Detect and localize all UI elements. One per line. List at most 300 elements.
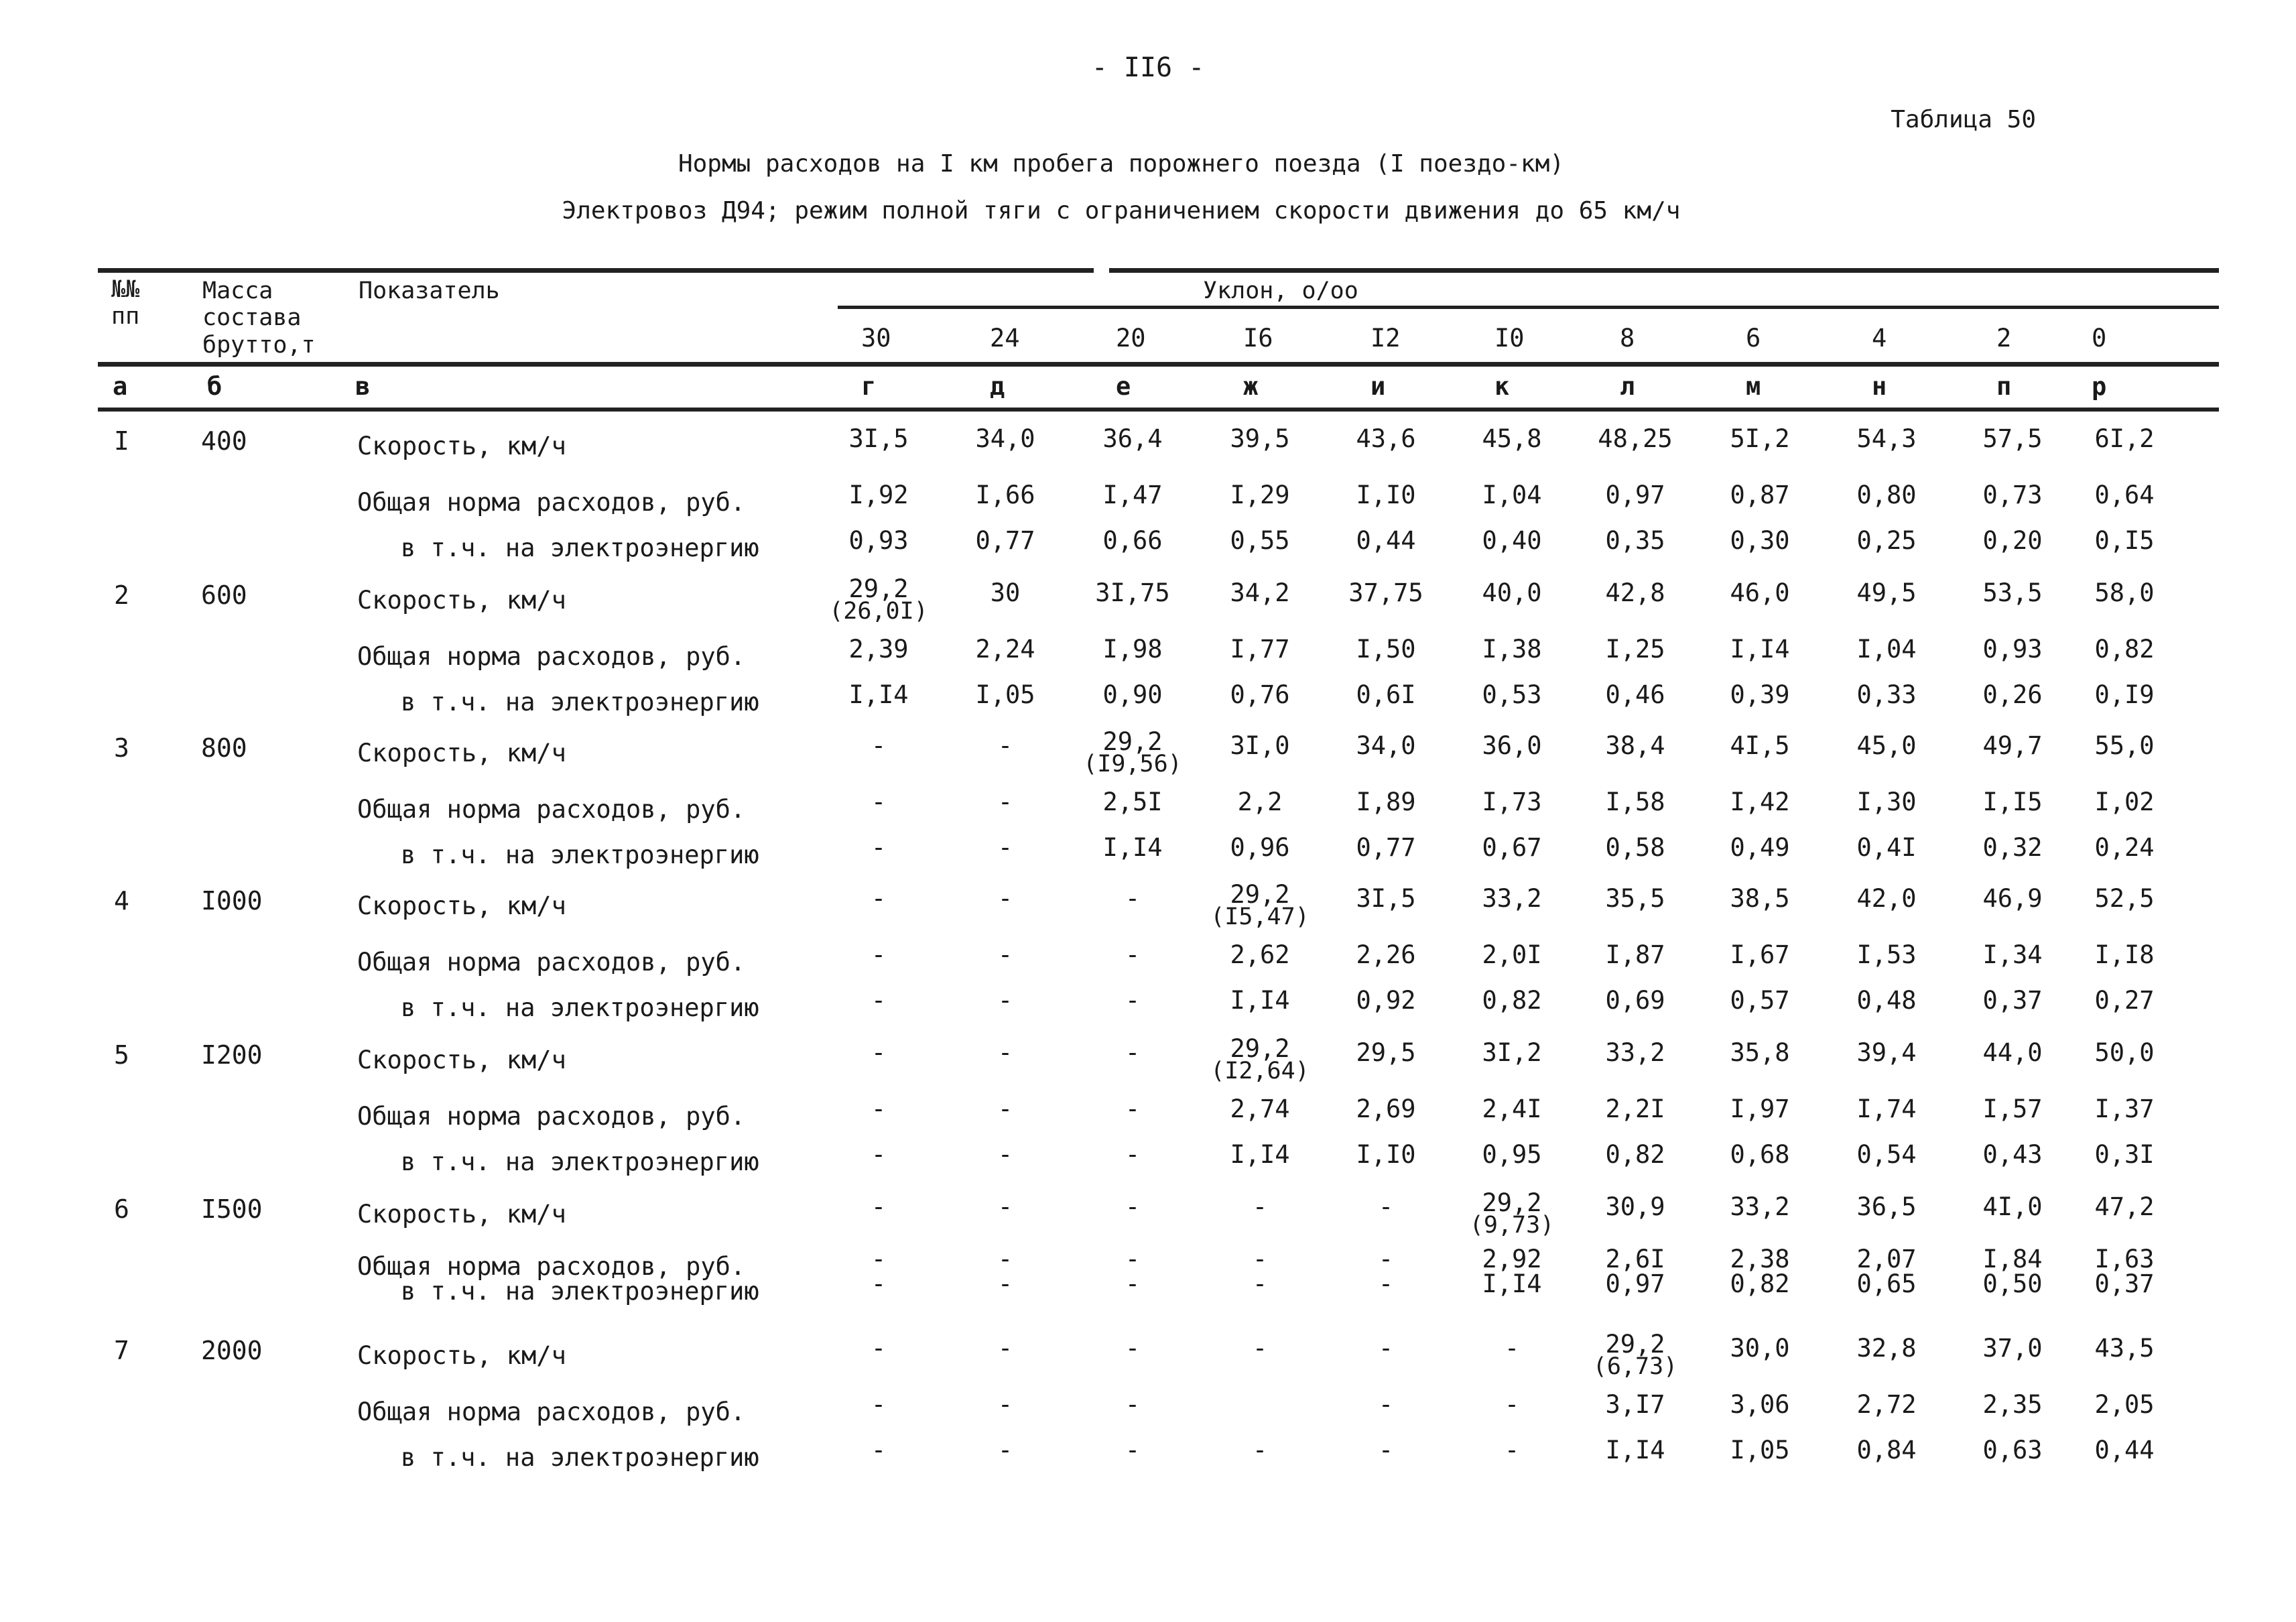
table-cell [1193, 988, 1327, 1013]
table-cell [938, 528, 1072, 553]
table-cell [1445, 942, 1579, 967]
group-mass: I200 [201, 1040, 263, 1070]
table-cell [2057, 528, 2191, 553]
table-cell [812, 835, 946, 860]
table-cell [1193, 733, 1327, 758]
cell-value: 2,35 [1982, 1390, 2043, 1419]
cell-value: I,I0 [1356, 1140, 1416, 1169]
table-cell [1445, 988, 1579, 1013]
cell-value: 2,62 [1230, 940, 1290, 969]
row-label-speed: Скорость, км/ч [357, 1046, 566, 1074]
cell-value: I,02 [2094, 788, 2155, 816]
table-cell [1820, 426, 1954, 451]
table-cell [1193, 426, 1327, 451]
table-cell [938, 835, 1072, 860]
table-top-rule [98, 268, 1094, 273]
table-cell [2057, 1392, 2191, 1417]
table-cell [1693, 988, 1827, 1013]
cell-value: 2,72 [1856, 1390, 1917, 1419]
cell-value: 0,24 [2094, 833, 2155, 862]
column-letter: р [2092, 372, 2107, 401]
cell-value: 36,4 [1102, 424, 1163, 453]
table-cell [1319, 580, 1453, 605]
cell-value: 0,20 [1982, 526, 2043, 555]
table-title: Нормы расходов на I км пробега порожнего поезда (I поездо-км) [678, 150, 1565, 178]
table-cell [1568, 733, 1702, 758]
slope-value: I6 [1243, 324, 1273, 353]
table-cell [1066, 580, 1200, 605]
table-cell [2057, 682, 2191, 707]
slope-value: 20 [1116, 324, 1146, 353]
table-cell [1693, 790, 1827, 814]
table-cell [812, 1438, 946, 1462]
table-cell [1568, 1271, 1702, 1296]
cell-value: 0,6I [1356, 680, 1416, 709]
cell-value: 0,40 [1482, 526, 1542, 555]
cell-value: - [871, 731, 887, 760]
cell-value: I,98 [1102, 635, 1163, 664]
table-cell [1319, 682, 1453, 707]
cell-value: 53,5 [1982, 578, 2043, 607]
cell-value: - [997, 1095, 1013, 1123]
table-cell [1193, 1036, 1327, 1083]
cell-value: 38,5 [1730, 884, 1790, 913]
table-cell [1193, 1194, 1327, 1219]
cell-value: 29,2 [1102, 727, 1163, 756]
column-letter: е [1116, 372, 1131, 401]
table-cell [1319, 1271, 1453, 1296]
table-cell [812, 637, 946, 662]
group-number: I [114, 426, 129, 456]
cell-value: - [1125, 1390, 1141, 1419]
cell-value: 0,37 [2094, 1269, 2155, 1298]
column-letter: н [1872, 372, 1887, 401]
table-cell [1820, 1392, 1954, 1417]
cell-parenthetical: (I5,47) [1210, 903, 1310, 930]
cell-value: 2,07 [1856, 1245, 1917, 1273]
table-cell [938, 682, 1072, 707]
table-cell [938, 1040, 1072, 1065]
table-cell [1319, 1392, 1453, 1417]
table-cell [1445, 580, 1579, 605]
table-cell [1445, 1392, 1579, 1417]
cell-value: 0,43 [1982, 1140, 2043, 1169]
cell-value: 0,58 [1605, 833, 1665, 862]
cell-value: - [1252, 1269, 1268, 1298]
cell-value: 0,46 [1605, 680, 1665, 709]
cell-value: I,50 [1356, 635, 1416, 664]
table-cell [1568, 426, 1702, 451]
row-label-energy: в т.ч. на электроэнергию [401, 993, 759, 1022]
cell-value: 2,69 [1356, 1095, 1416, 1123]
row-label-total: Общая норма расходов, руб. [357, 795, 746, 824]
table-cell [1693, 426, 1827, 451]
cell-value: I,37 [2094, 1095, 2155, 1123]
cell-value: 40,0 [1482, 578, 1542, 607]
cell-value: - [871, 1192, 887, 1221]
cell-value: 57,5 [1982, 424, 2043, 453]
cell-value: 0,27 [2094, 986, 2155, 1015]
table-cell [1820, 637, 1954, 662]
row-label-energy: в т.ч. на электроэнергию [401, 1277, 759, 1306]
cell-value: I,30 [1856, 788, 1917, 816]
cell-value: 2,24 [975, 635, 1035, 664]
cell-value: I,87 [1605, 940, 1665, 969]
cell-value: I,I5 [1982, 788, 2043, 816]
cell-value: 30,9 [1605, 1192, 1665, 1221]
cell-value: I,57 [1982, 1095, 2043, 1123]
table-cell [1820, 733, 1954, 758]
cell-value: 0,35 [1605, 526, 1665, 555]
cell-value: 0,44 [1356, 526, 1416, 555]
cell-value: 30 [990, 578, 1021, 607]
table-cell [1568, 637, 1702, 662]
cell-value: 2,92 [1482, 1245, 1542, 1273]
table-cell [812, 528, 946, 553]
cell-value: - [997, 1038, 1013, 1067]
table-cell [1568, 528, 1702, 553]
cell-value: 2,74 [1230, 1095, 1290, 1123]
table-cell [1066, 886, 1200, 911]
table-cell [1693, 1194, 1827, 1219]
cell-value: 52,5 [2094, 884, 2155, 913]
cell-value: - [997, 1269, 1013, 1298]
table-cell [1693, 528, 1827, 553]
table-cell [1568, 1392, 1702, 1417]
cell-value: 29,2 [848, 574, 909, 603]
cell-value: 0,37 [1982, 986, 2043, 1015]
row-label-speed: Скорость, км/ч [357, 586, 566, 615]
slope-value: 6 [1746, 324, 1761, 353]
row-label-speed: Скорость, км/ч [357, 739, 566, 767]
cell-value: - [1252, 1245, 1268, 1273]
column-letter: г [861, 372, 877, 401]
group-number: 3 [114, 733, 129, 763]
table-cell [812, 733, 946, 758]
cell-value: 0,25 [1856, 526, 1917, 555]
table-cell [1693, 483, 1827, 507]
cell-value: 0,76 [1230, 680, 1290, 709]
cell-value: - [1378, 1245, 1394, 1273]
table-cell [1193, 528, 1327, 553]
table-cell [1568, 1194, 1702, 1219]
table-cell [1193, 580, 1327, 605]
cell-value: - [1378, 1269, 1394, 1298]
table-cell [1319, 426, 1453, 451]
table-cell [1193, 1271, 1327, 1296]
cell-value: - [1125, 1140, 1141, 1169]
cell-value: - [871, 1436, 887, 1464]
cell-value: 2,38 [1730, 1245, 1790, 1273]
cell-value: I,34 [1982, 940, 2043, 969]
table-cell [1445, 1097, 1579, 1121]
cell-value: 0,66 [1102, 526, 1163, 555]
cell-value: 2,05 [2094, 1390, 2155, 1419]
cell-value: 42,0 [1856, 884, 1917, 913]
cell-value: - [1125, 940, 1141, 969]
cell-value: 3I,2 [1482, 1038, 1542, 1067]
table-cell [1445, 1438, 1579, 1462]
table-cell [1693, 637, 1827, 662]
cell-value: - [1252, 1192, 1268, 1221]
table-cell [1193, 1438, 1327, 1462]
cell-value: I,I4 [1482, 1269, 1542, 1298]
table-cell [2057, 835, 2191, 860]
header-mass: Масса состава брутто,т [202, 277, 316, 359]
cell-value: 45,8 [1482, 424, 1542, 453]
cell-value: 2,26 [1356, 940, 1416, 969]
header-nn: №№ пп [111, 276, 140, 330]
cell-value: - [871, 1140, 887, 1169]
table-cell [1193, 1097, 1327, 1121]
cell-value: I,89 [1356, 788, 1416, 816]
cell-value: I,05 [975, 680, 1035, 709]
cell-value: 39,5 [1230, 424, 1290, 453]
cell-value: - [871, 833, 887, 862]
slope-value: 8 [1620, 324, 1635, 353]
row-label-total: Общая норма расходов, руб. [357, 642, 746, 671]
table-cell [938, 1142, 1072, 1167]
cell-value: 37,0 [1982, 1334, 2043, 1363]
cell-value: 0,82 [2094, 635, 2155, 664]
table-cell [1445, 733, 1579, 758]
cell-value: 3,I7 [1605, 1390, 1665, 1419]
cell-value: - [1125, 1334, 1141, 1363]
table-cell [1820, 1438, 1954, 1462]
cell-value: 0,87 [1730, 481, 1790, 509]
table-cell [938, 1336, 1072, 1361]
table-cell [812, 790, 946, 814]
table-cell [1568, 1097, 1702, 1121]
group-number: 5 [114, 1040, 129, 1070]
cell-value: 0,77 [975, 526, 1035, 555]
cell-value: 4I,5 [1730, 731, 1790, 760]
table-cell [1820, 1194, 1954, 1219]
slope-value: I0 [1494, 324, 1525, 353]
table-cell [1319, 483, 1453, 507]
table-cell [1319, 1097, 1453, 1121]
table-cell [2057, 637, 2191, 662]
cell-value: 29,2 [1605, 1330, 1665, 1359]
cell-value: 0,4I [1856, 833, 1917, 862]
cell-value: 49,5 [1856, 578, 1917, 607]
cell-value: 33,2 [1482, 884, 1542, 913]
cell-value: 0,68 [1730, 1140, 1790, 1169]
cell-value: 0,97 [1605, 1269, 1665, 1298]
table-cell [1066, 528, 1200, 553]
header-indicator: Показатель [359, 277, 500, 304]
cell-value: I,I4 [848, 680, 909, 709]
table-cell [1820, 1336, 1954, 1361]
table-cell [1319, 942, 1453, 967]
letters-bottom-rule [98, 408, 2219, 412]
cell-value: 33,2 [1730, 1192, 1790, 1221]
slope-value: 0 [2092, 324, 2107, 353]
cell-value: 42,8 [1605, 578, 1665, 607]
cell-value: 0,93 [848, 526, 909, 555]
cell-value: - [871, 884, 887, 913]
cell-value: 0,I9 [2094, 680, 2155, 709]
slope-value: 2 [1996, 324, 2012, 353]
table-cell [812, 1336, 946, 1361]
cell-parenthetical: (6,73) [1592, 1353, 1678, 1380]
table-cell [1820, 1097, 1954, 1121]
table-cell [1820, 942, 1954, 967]
cell-value: 47,2 [2094, 1192, 2155, 1221]
table-cell [1568, 1142, 1702, 1167]
column-letter: б [207, 372, 222, 401]
column-letter: л [1620, 372, 1635, 401]
table-cell [812, 682, 946, 707]
row-label-total: Общая норма расходов, руб. [357, 948, 746, 977]
cell-value: I,84 [1982, 1245, 2043, 1273]
row-label-energy: в т.ч. на электроэнергию [401, 1443, 759, 1472]
table-cell [1066, 835, 1200, 860]
cell-value: - [871, 788, 887, 816]
cell-value: I,04 [1856, 635, 1917, 664]
cell-value: - [871, 1245, 887, 1273]
cell-value: 0,49 [1730, 833, 1790, 862]
cell-value: 0,44 [2094, 1436, 2155, 1464]
cell-parenthetical: (26,0I) [829, 598, 928, 625]
cell-value: 3I,5 [848, 424, 909, 453]
cell-value: 34,0 [975, 424, 1035, 453]
table-cell [1445, 886, 1579, 911]
cell-value: 35,5 [1605, 884, 1665, 913]
table-cell [938, 988, 1072, 1013]
table-cell [812, 483, 946, 507]
group-mass: 800 [201, 733, 247, 763]
cell-value: - [871, 1334, 887, 1363]
cell-value: 2,5I [1102, 788, 1163, 816]
cell-value: - [997, 1192, 1013, 1221]
cell-value: 0,65 [1856, 1269, 1917, 1298]
cell-parenthetical: (9,73) [1469, 1212, 1555, 1239]
table-cell [1193, 882, 1327, 929]
table-cell [812, 576, 946, 623]
cell-value: I,53 [1856, 940, 1917, 969]
table-cell [2057, 1438, 2191, 1462]
cell-value: 0,64 [2094, 481, 2155, 509]
table-cell [1445, 1040, 1579, 1065]
cell-value: 46,9 [1982, 884, 2043, 913]
cell-value: I,I4 [1605, 1436, 1665, 1464]
table-cell [1568, 942, 1702, 967]
cell-value: 0,95 [1482, 1140, 1542, 1169]
cell-value: 29,2 [1230, 880, 1290, 909]
table-cell [2057, 790, 2191, 814]
table-cell [1693, 1040, 1827, 1065]
table-cell [1568, 835, 1702, 860]
cell-value: I,04 [1482, 481, 1542, 509]
slope-value: I2 [1370, 324, 1401, 353]
table-subtitle: Электровоз Д94; режим полной тяги с ограничением скорости движения до 65 км/ч [562, 197, 1681, 225]
cell-value: 29,2 [1230, 1034, 1290, 1063]
cell-value: - [871, 1038, 887, 1067]
table-cell [1820, 886, 1954, 911]
table-cell [1820, 790, 1954, 814]
row-label-energy: в т.ч. на электроэнергию [401, 840, 759, 869]
table-cell [938, 426, 1072, 451]
table-cell [1445, 1336, 1579, 1361]
cell-value: - [997, 884, 1013, 913]
table-cell [1820, 682, 1954, 707]
table-cell [1568, 1438, 1702, 1462]
cell-value: 2,4I [1482, 1095, 1542, 1123]
column-letter: м [1746, 372, 1761, 401]
cell-value: I,63 [2094, 1245, 2155, 1273]
table-cell [1445, 1271, 1579, 1296]
cell-value: 2,0I [1482, 940, 1542, 969]
cell-value: 50,0 [2094, 1038, 2155, 1067]
cell-value: - [1504, 1334, 1520, 1363]
table-cell [1820, 988, 1954, 1013]
cell-value: - [1504, 1390, 1520, 1419]
cell-value: 35,8 [1730, 1038, 1790, 1067]
cell-value: 0,32 [1982, 833, 2043, 862]
row-label-energy: в т.ч. на электроэнергию [401, 688, 759, 716]
cell-value: 0,93 [1982, 635, 2043, 664]
cell-value: - [1252, 1436, 1268, 1464]
cell-value: 55,0 [2094, 731, 2155, 760]
cell-value: 0,48 [1856, 986, 1917, 1015]
group-number: 4 [114, 886, 129, 916]
table-cell [1319, 1040, 1453, 1065]
table-cell [2057, 1271, 2191, 1296]
cell-value: 0,73 [1982, 481, 2043, 509]
table-cell [1693, 1142, 1827, 1167]
table-cell [1066, 1336, 1200, 1361]
table-cell [938, 790, 1072, 814]
table-cell [1693, 580, 1827, 605]
cell-value: - [1125, 1245, 1141, 1273]
row-label-energy: в т.ч. на электроэнергию [401, 534, 759, 562]
cell-value: 0,90 [1102, 680, 1163, 709]
cell-value: 0,50 [1982, 1269, 2043, 1298]
cell-value: 0,63 [1982, 1436, 2043, 1464]
cell-value: 49,7 [1982, 731, 2043, 760]
slope-value: 4 [1872, 324, 1887, 353]
table-cell [1693, 733, 1827, 758]
table-cell [1319, 733, 1453, 758]
cell-value: 43,5 [2094, 1334, 2155, 1363]
table-cell [938, 1438, 1072, 1462]
cell-value: I,77 [1230, 635, 1290, 664]
table-cell [1066, 1194, 1200, 1219]
cell-value: - [997, 940, 1013, 969]
table-cell [2057, 1336, 2191, 1361]
table-cell [1445, 426, 1579, 451]
column-letter: ж [1243, 372, 1259, 401]
table-cell [1319, 637, 1453, 662]
table-cell [1066, 1271, 1200, 1296]
table-cell [2057, 1040, 2191, 1065]
table-cell [1319, 528, 1453, 553]
cell-value: 45,0 [1856, 731, 1917, 760]
group-mass: I000 [201, 886, 263, 916]
table-cell [1066, 790, 1200, 814]
table-cell [1066, 1097, 1200, 1121]
cell-value: - [871, 1269, 887, 1298]
cell-value: 0,39 [1730, 680, 1790, 709]
table-cell [1568, 988, 1702, 1013]
table-cell [1820, 1271, 1954, 1296]
table-cell [1693, 1336, 1827, 1361]
table-cell [812, 988, 946, 1013]
table-cell [1445, 682, 1579, 707]
row-label-energy: в т.ч. на электроэнергию [401, 1147, 759, 1176]
cell-value: 0,53 [1482, 680, 1542, 709]
